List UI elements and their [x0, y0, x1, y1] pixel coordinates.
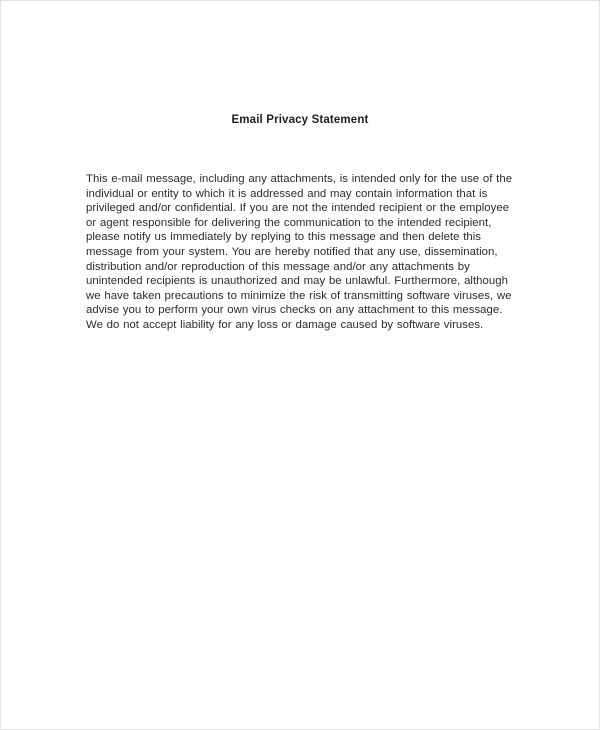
page-title: Email Privacy Statement — [231, 114, 369, 126]
document-content — [86, 113, 518, 333]
privacy-statement-paragraph: This e-mail message, including any attachments, is intended only for the use of the individual or entity to which it is addressed and may contain information that is privileged and/or confidential. If you are not the intended recipient or the employee or agent responsible for delivering the communication to the intended recipient, please notify us immediately by replying to this message and then delete this message from your system. You are hereby notified that any use, dissemination, distribution and/or reproduction of this message and/or any attachments by unintended recipients is unauthorized and may be unlawful. Furthermore, although we have taken precautions to minimize the risk of transmitting software viruses, we advise you to perform your own virus checks on any attachment to this message. We do not accept liability for any loss or damage caused by software viruses. — [86, 173, 513, 331]
